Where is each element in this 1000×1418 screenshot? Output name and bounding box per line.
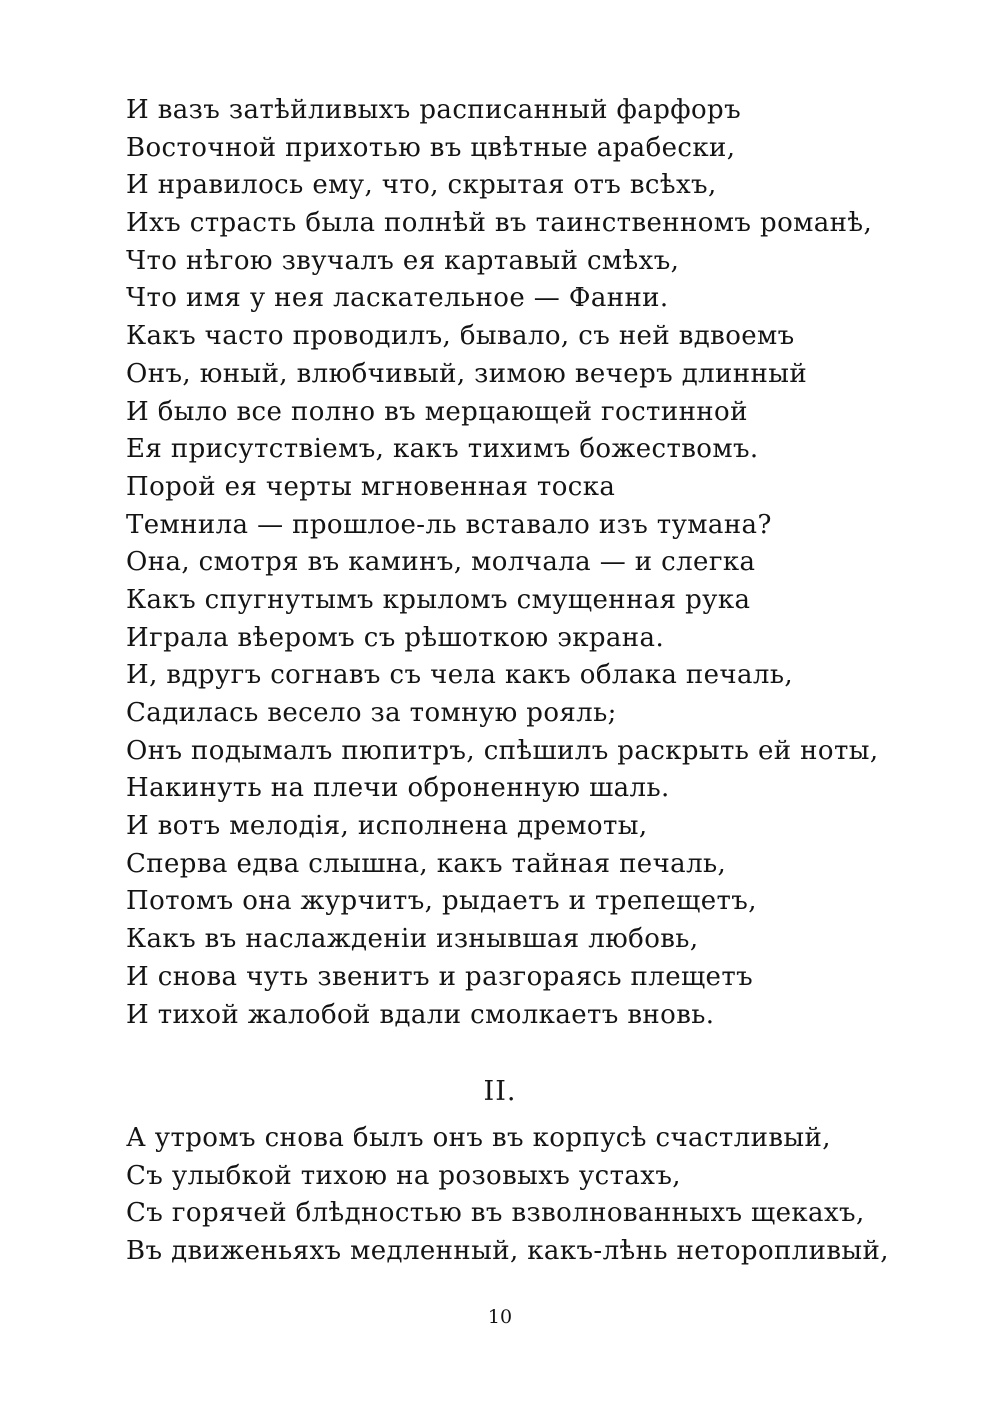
verse-line: Что имя у нея ласкательное — Фанни.: [126, 283, 669, 314]
verse-line: Ея присутствіемъ, какъ тихимъ божествомъ.: [126, 434, 759, 465]
verse-line: Съ горячей блѣдностью въ взволнованныхъ щекахъ,: [126, 1198, 865, 1229]
section-heading: II.: [483, 1076, 517, 1107]
verse-line: И тихой жалобой вдали смолкаетъ вновь.: [126, 999, 715, 1030]
verse-line: И нравилось ему, что, скрытая отъ всѣхъ,: [126, 170, 717, 201]
verse-line: Какъ въ наслажденіи изнывшая любовь,: [126, 924, 699, 955]
verse-line: И снова чуть звенитъ и разгораясь плещетъ: [126, 961, 754, 992]
verse-line: Что нѣгою звучалъ ея картавый смѣхъ,: [126, 245, 680, 276]
verse-line: А утромъ снова былъ онъ въ корпусѣ счастливый,: [126, 1123, 831, 1153]
verse-line: Въ движеньяхъ медленный, какъ-лѣнь неторопливый,: [126, 1236, 889, 1267]
verse-line: И вотъ мелодія, исполнена дремоты,: [126, 811, 648, 842]
verse-line: Она, смотря въ каминъ, молчала — и слегка: [126, 547, 756, 578]
verse-line: Съ улыбкой тихою на розовыхъ устахъ,: [126, 1160, 681, 1191]
verse-line: Садилась весело за томную рояль;: [126, 698, 617, 728]
poem-stanza: [126, 1120, 926, 1271]
verse-line: Какъ часто проводилъ, бывало, съ ней вдвоемъ: [126, 321, 795, 352]
poem-stanza: [126, 92, 926, 1034]
verse-line: Онъ подымалъ пюпитръ, спѣшилъ раскрыть ей ноты,: [126, 735, 879, 766]
verse-line: И вазъ затѣйливыхъ расписанный фарфоръ: [126, 95, 742, 125]
verse-line: И, вдругъ согнавъ съ чела какъ облака печаль,: [126, 660, 794, 691]
verse-line: Порой ея черты мгновенная тоска: [126, 471, 616, 502]
page-number: 10: [487, 1306, 513, 1328]
verse-line: Сперва едва слышна, какъ тайная печаль,: [126, 848, 727, 879]
verse-line: Онъ, юный, влюбчивый, зимою вечеръ длинный: [126, 358, 808, 389]
verse-line: Какъ спугнутымъ крыломъ смущенная рука: [126, 584, 751, 615]
verse-line: Ихъ страсть была полнѣй въ таинственномъ романѣ,: [126, 208, 873, 239]
verse-line: Накинуть на плечи оброненную шаль.: [126, 773, 670, 804]
verse-line: Играла вѣеромъ съ рѣшоткою экрана.: [126, 622, 665, 653]
verse-line: Восточной прихотью въ цвѣтные арабески,: [126, 132, 736, 163]
verse-line: Темнила — прошлое-ль вставало изъ тумана?: [126, 509, 772, 540]
verse-line: Потомъ она журчитъ, рыдаетъ и трепещетъ,: [126, 886, 757, 917]
verse-line: И было все полно въ мерцающей гостинной: [126, 396, 748, 427]
